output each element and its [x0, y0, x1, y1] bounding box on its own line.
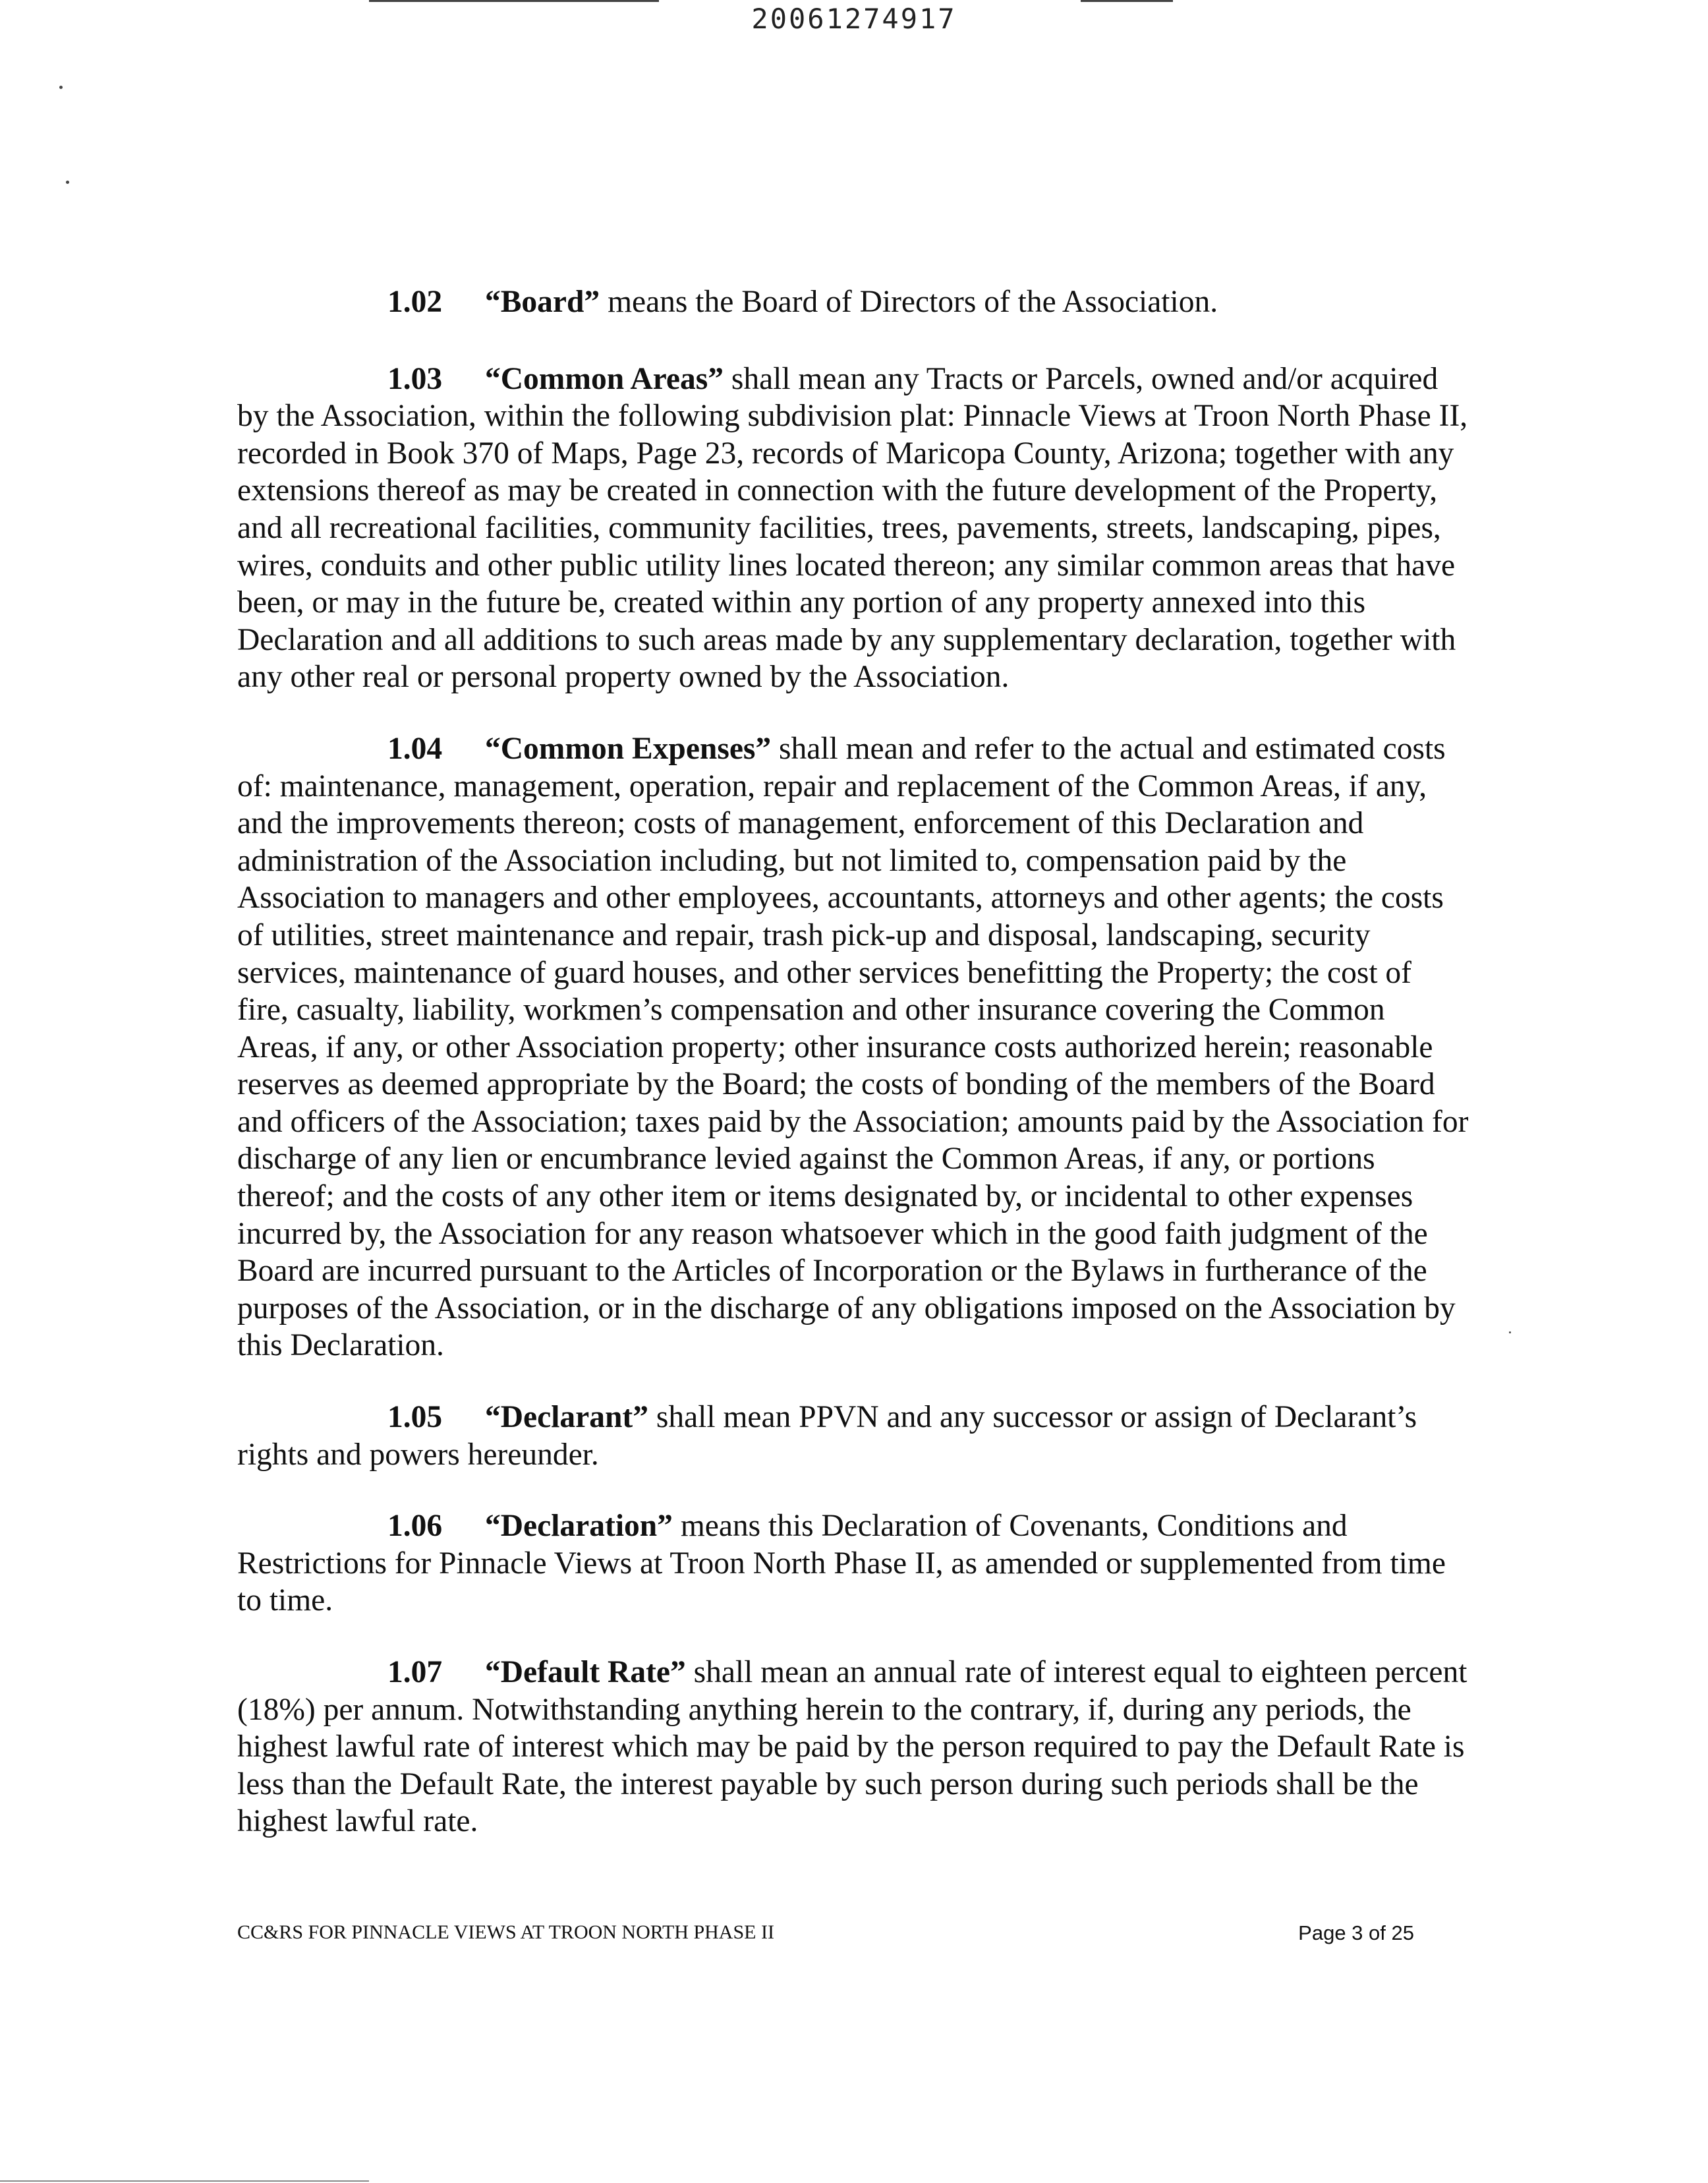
section-number: 1.07 — [387, 1655, 443, 1689]
scan-artifact-dot — [66, 181, 69, 184]
section-1-03 — [237, 361, 1469, 696]
document-number: 20061274917 — [751, 3, 957, 35]
section-1-07 — [237, 1654, 1469, 1840]
defined-term: “Declarant” — [485, 1400, 648, 1435]
scan-artifact-dot — [59, 86, 63, 89]
section-1-06 — [237, 1507, 1469, 1619]
defined-term: “Board” — [485, 285, 600, 319]
section-number: 1.05 — [387, 1400, 443, 1435]
section-text: means the Board of Directors of the Association. — [600, 285, 1218, 319]
defined-term: “Common Expenses” — [485, 731, 772, 766]
scan-artifact-dash — [1081, 0, 1173, 2]
section-1-02 — [237, 283, 1469, 321]
scan-artifact-dot — [1509, 1331, 1511, 1333]
defined-term: “Default Rate” — [485, 1655, 686, 1689]
section-text: shall mean any Tracts or Parcels, owned and/or acquired by the Association, within the following subdivision plat: Pinnacle Views at Troon North Phase II, recorded in Book 370 of Maps, Page 23, records of Maricopa County, Arizona; together with any extensions thereof as may be created in connection with the future development of the Property, and all recreational facilities, community facilities, trees, pavements, streets, landscaping, pipes, wires, conduits and other public utility lines located thereon; any similar common areas that have been, or may in the future be, created within any portion of any property annexed into this Declaration and all additions to such areas made by any supplementary declaration, together with any other real or personal property owned by the Association. — [237, 361, 1468, 695]
defined-term: “Common Areas” — [485, 361, 724, 396]
scan-artifact-dash — [369, 0, 659, 2]
section-number: 1.03 — [387, 361, 443, 396]
section-text: shall mean and refer to the actual and estimated costs of: maintenance, management, operation, repair and replacement of the Common Areas, if any, and the improvements thereon; costs of management, enforcement of this Declaration and administration of the Association including, but not limited to, compensation paid by the Association to managers and other employees, accountants, attorneys and other agents; the costs of utilities, street maintenance and repair, trash pick-up and disposal, landscaping, security services, maintenance of guard houses, and other services benefitting the Property; the cost of fire, casualty, liability, workmen’s compensation and other insurance covering the Common Areas, if any, or other Association property; other insurance costs authorized herein; reasonable reserves as deemed appropriate by the Board; the costs of bonding of the members of the Board and officers of the Association; taxes paid by the Association; amounts paid by the Association for discharge of any lien or encumbrance levied against the Common Areas, if any, or portions thereof; and the costs of any other item or items designated by, or incidental to other expenses incurred by, the Association for any reason whatsoever which in the good faith judgment of the Board are incurred pursuant to the Articles of Incorporation or the Bylaws in furtherance of the purposes of the Association, or in the discharge of any obligations imposed on the Association by this Declaration. — [237, 731, 1469, 1363]
section-number: 1.04 — [387, 731, 443, 766]
section-text: shall mean PPVN and any successor or assign of Declarant’s rights and powers hereunder. — [237, 1400, 1417, 1472]
section-number: 1.06 — [387, 1509, 443, 1544]
defined-term: “Declaration” — [485, 1509, 673, 1544]
section-text: shall mean an annual rate of interest equal to eighteen percent (18%) per annum. Notwithstanding anything herein to the contrary, if, during any periods, the highest lawful rate of interest which may be paid by the person required to pay the Default Rate is less than the Default Rate, the interest payable by such person during such periods shall be the highest lawful rate. — [237, 1655, 1467, 1839]
section-text: means this Declaration of Covenants, Conditions and Restrictions for Pinnacle Views at Troon North Phase II, as amended or supplemented from time to time. — [237, 1509, 1446, 1618]
scan-artifact-dash — [0, 2180, 369, 2182]
document-body — [237, 283, 1469, 1875]
section-1-05 — [237, 1399, 1469, 1473]
section-1-04 — [237, 730, 1469, 1364]
section-number: 1.02 — [387, 285, 443, 319]
page-number: Page 3 of 25 — [1298, 1921, 1414, 1944]
footer-title: CC&RS FOR PINNACLE VIEWS AT TROON NORTH PHASE II — [237, 1921, 774, 1943]
